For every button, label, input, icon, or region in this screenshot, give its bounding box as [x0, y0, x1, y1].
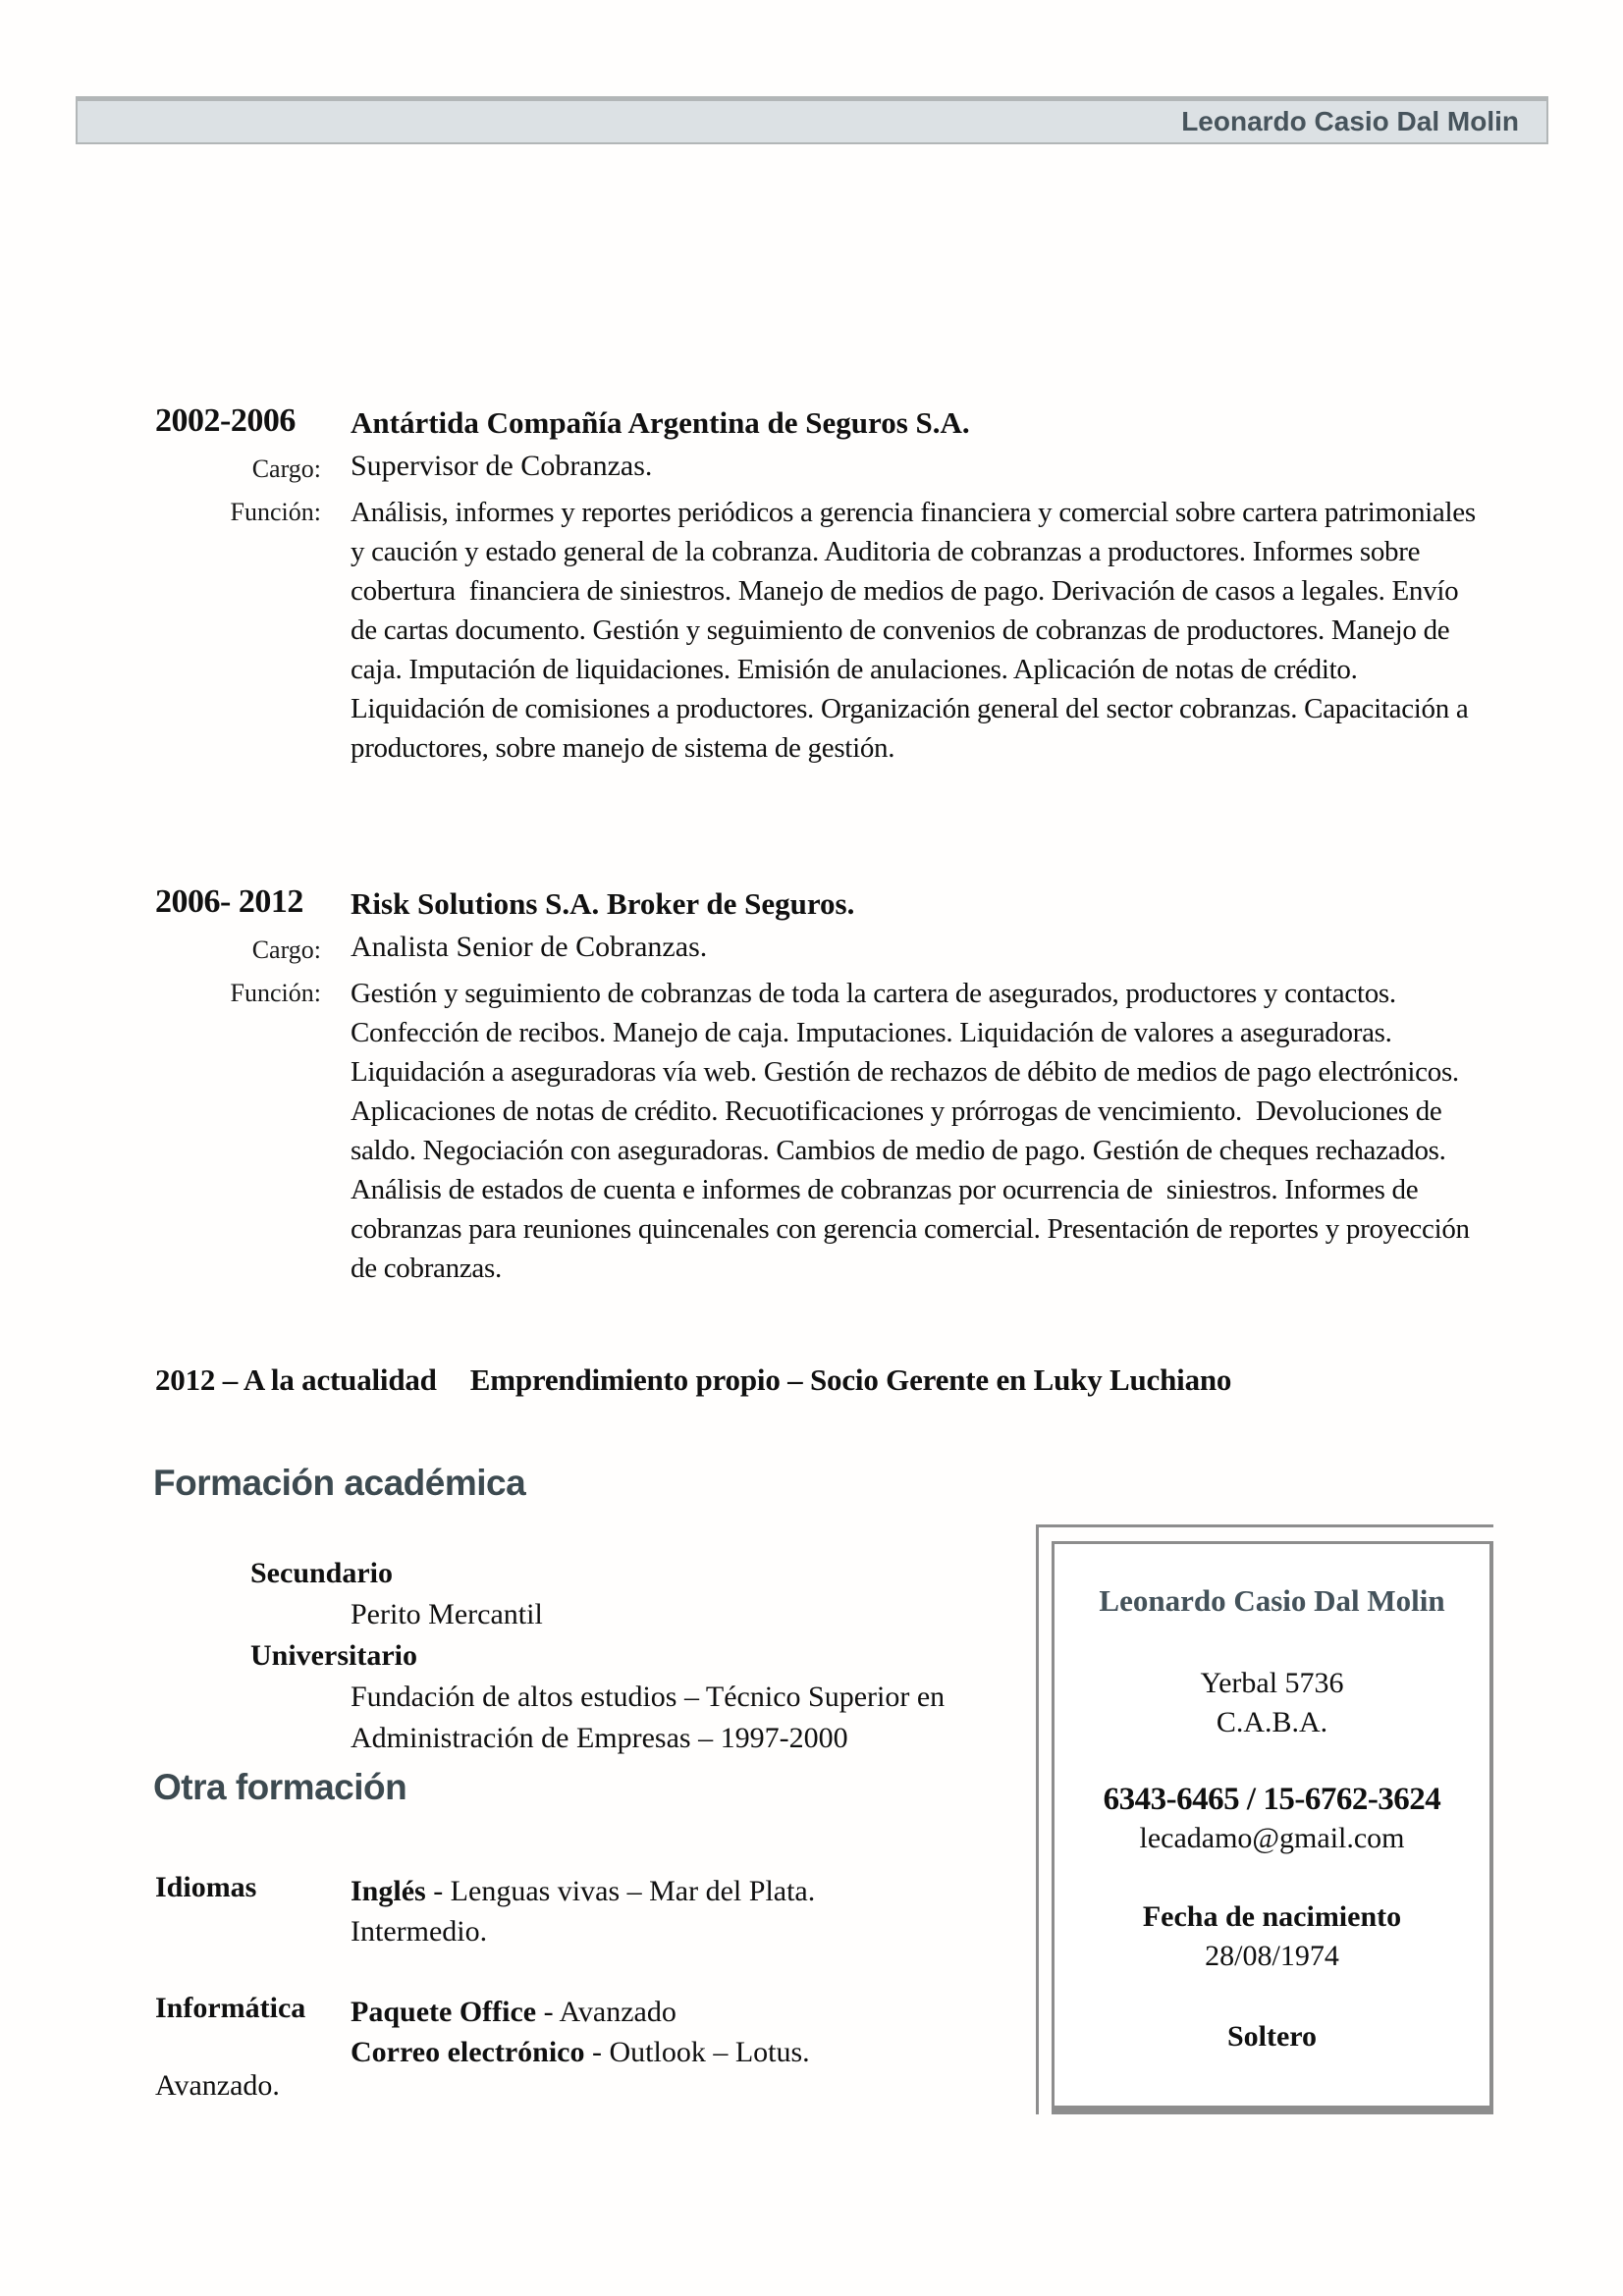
phone-numbers: 6343-6465 / 15-6762-3624 — [1103, 1782, 1441, 1817]
idiomas-line1 — [351, 1871, 999, 1911]
address-line1: Yerbal 5736 — [1200, 1667, 1344, 1699]
correo-detail: - Outlook – Lotus. — [584, 2036, 810, 2068]
header-bar — [76, 96, 1548, 144]
birth-label: Fecha de nacimiento — [1142, 1900, 1402, 1933]
informatica-value — [351, 1992, 999, 2072]
cargo-value: Analista Senior de Cobranzas. — [351, 931, 708, 963]
heading-otra-formacion: Otra formación — [153, 1767, 407, 1807]
idiomas-line2: Intermedio. — [351, 1915, 488, 1948]
idiomas-language: Inglés — [351, 1875, 426, 1907]
current-date-range: 2012 – A la actualidad — [155, 1362, 437, 1397]
cargo-label: Cargo: — [251, 454, 321, 483]
education-level-secundario: Secundario — [250, 1557, 394, 1589]
education-detail-secundario: Perito Mercantil — [351, 1598, 543, 1630]
experience-entry-2 — [155, 883, 1500, 1288]
funcion-label: Función: — [230, 498, 321, 526]
experience-entry-1 — [155, 402, 1500, 768]
birth-date: 28/08/1974 — [1205, 1940, 1339, 1972]
idiomas-value — [351, 1871, 999, 1951]
address-line2: C.A.B.A. — [1216, 1706, 1328, 1738]
education-level-universitario: Universitario — [250, 1639, 417, 1672]
cargo-row — [155, 931, 1500, 965]
informatica-row — [155, 1992, 1019, 2072]
company-name: Risk Solutions S.A. Broker de Seguros. — [351, 886, 855, 921]
contact-name: Leonardo Casio Dal Molin — [1099, 1583, 1445, 1618]
current-position-line — [155, 1362, 1500, 1398]
entry-title-row — [155, 402, 1500, 441]
birth-block — [1055, 1897, 1489, 1976]
funcion-paragraph: Gestión y seguimiento de cobranzas de toda la cartera de asegurados, productores y contactos. Confección de recibos. Manejo de caja. Imputaciones. Liquidación de valores a aseguradoras. Liquidación a aseguradoras vía web. Gestión de rechazos de débito de medios de pago electrónicos. Aplicaciones de notas de crédito. Recuotificaciones y prórrogas de vencimiento. Devoluciones de saldo. Negociación con aseguradoras. Cambios de medio de pago. Gestión de cheques rechazados. Análisis de estados de cuenta e informes de cobranzas por ocurrencia de siniestros. Informes de cobranzas para reuniones quincenales con gerencia comercial. Presentación de reportes y proyección de cobranzas. — [351, 978, 1477, 1284]
office-skill: Paquete Office — [351, 1996, 537, 2028]
cargo-value: Supervisor de Cobranzas. — [351, 450, 653, 482]
entry-title-row — [155, 883, 1500, 922]
contact-card — [1036, 1524, 1493, 2114]
informatica-label: Informática — [155, 1992, 306, 2024]
header-name: Leonardo Casio Dal Molin — [1181, 106, 1519, 136]
contact-card-inner — [1052, 1541, 1493, 2114]
correo-skill: Correo electrónico — [351, 2036, 585, 2068]
company-name: Antártida Compañía Argentina de Seguros S.A. — [351, 405, 970, 440]
date-range: 2006- 2012 — [155, 883, 303, 920]
office-level: - Avanzado — [536, 1996, 676, 2028]
date-range: 2002-2006 — [155, 402, 296, 439]
avanzado-line: Avanzado. — [155, 2069, 280, 2102]
funcion-paragraph: Análisis, informes y reportes periódicos a gerencia financiera y comercial sobre cartera patrimoniales y caución y estado general de la cobranza. Auditoria de cobranzas a productores. Informes sobre cobertura financiera de siniestros. Manejo de medios de pago. Derivación de casos a legales. Envío de cartas documento. Gestión y seguimiento de convenios de cobranzas de productores. Manejo de caja. Imputación de liquidaciones. Emisión de anulaciones. Aplicación de notas de crédito. Liquidación de comisiones a productores. Organización general del sector cobranzas. Capacitación a productores, sobre manejo de sistema de gestión. — [351, 497, 1483, 764]
education-block — [155, 1553, 1019, 1759]
funcion-row — [155, 493, 1500, 768]
idiomas-detail: - Lenguas vivas – Mar del Plata. — [425, 1875, 816, 1907]
contact-phones-block — [1055, 1780, 1489, 1858]
marital-status: Soltero — [1226, 2020, 1318, 2053]
cargo-label: Cargo: — [251, 935, 321, 964]
informatica-line1 — [351, 1992, 999, 2032]
email-address: lecadamo@gmail.com — [1139, 1822, 1405, 1854]
informatica-line2 — [351, 2032, 999, 2072]
idiomas-label: Idiomas — [155, 1871, 257, 1903]
contact-address — [1055, 1664, 1489, 1742]
education-detail-universitario: Fundación de altos estudios – Técnico Superior en Administración de Empresas – 1997-2000 — [351, 1681, 946, 1754]
funcion-label: Función: — [230, 979, 321, 1007]
current-title: Emprendimiento propio – Socio Gerente en Luky Luchiano — [469, 1362, 1232, 1397]
idiomas-row — [155, 1871, 1019, 1951]
heading-formacion-academica: Formación académica — [153, 1463, 526, 1503]
cargo-row — [155, 450, 1500, 484]
funcion-row — [155, 974, 1500, 1288]
